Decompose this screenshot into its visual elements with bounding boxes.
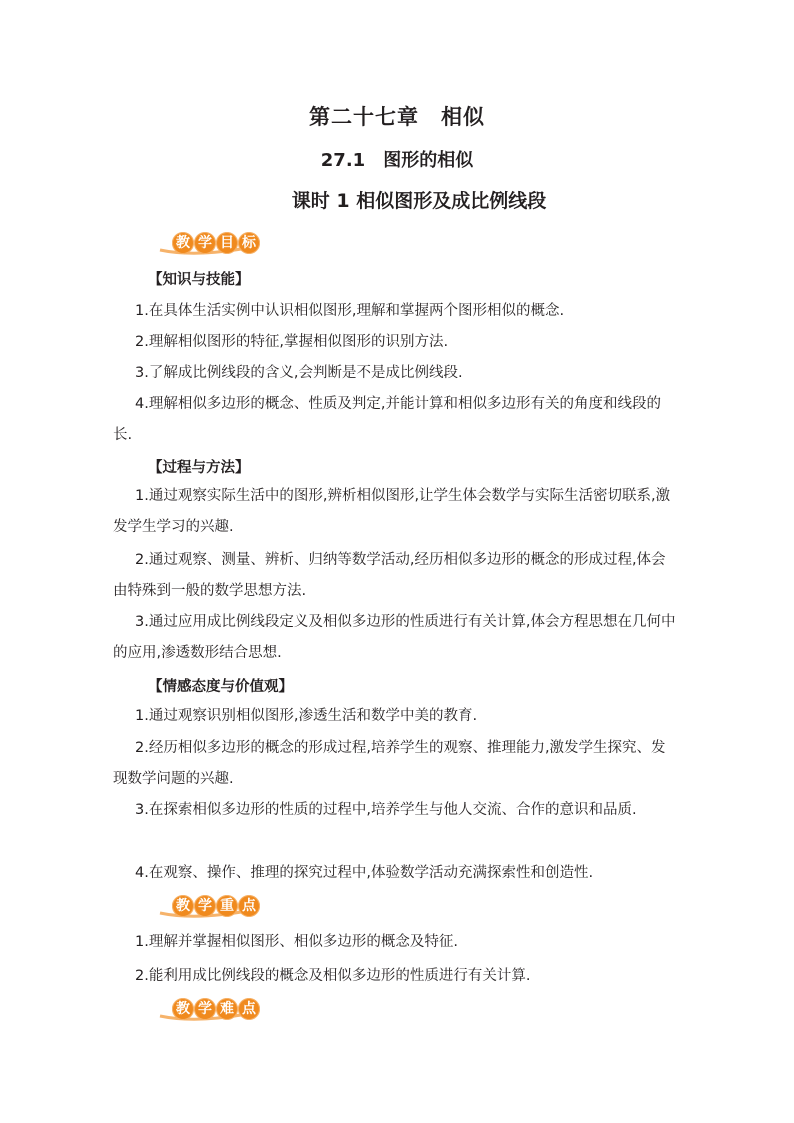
list-item: 1.在具体生活实例中认识相似图形,理解和掌握两个图形相似的概念.	[135, 303, 565, 319]
attitude-heading: 【情感态度与价值观】	[148, 679, 293, 695]
badge-char: 教	[172, 895, 194, 917]
list-item: 3.了解成比例线段的含义,会判断是不是成比例线段.	[135, 365, 463, 381]
badge-char: 重	[216, 895, 238, 917]
lesson-title: 课时 1 相似图形及成比例线段	[291, 190, 547, 212]
list-item: 2.经历相似多边形的概念的形成过程,培养学生的观察、推理能力,激发学生探究、发现数学问题的兴趣.	[113, 740, 666, 787]
badge-char: 点	[238, 998, 260, 1020]
badge-char: 学	[194, 895, 216, 917]
badge-char: 难	[216, 998, 238, 1020]
list-item: 4.理解相似多边形的概念、性质及判定,并能计算和相似多边形有关的角度和线段的长.	[113, 396, 661, 443]
list-item: 1.理解并掌握相似图形、相似多边形的概念及特征.	[135, 934, 458, 950]
key-points-badge	[158, 895, 258, 919]
list-item: 2.能利用成比例线段的概念及相似多边形的性质进行有关计算.	[135, 968, 531, 984]
list-item: 2.通过观察、测量、辨析、归纳等数学活动,经历相似多边形的概念的形成过程,体会由特殊到一般的数学思想方法.	[113, 552, 666, 599]
badge-char: 点	[238, 895, 260, 917]
badge-char: 学	[194, 998, 216, 1020]
list-item: 3.通过应用成比例线段定义及相似多边形的性质进行有关计算,体会方程思想在几何中的应用,渗透数形结合思想.	[113, 614, 676, 661]
badge-char: 标	[238, 232, 260, 254]
list-item: 3.在探索相似多边形的性质的过程中,培养学生与他人交流、合作的意识和品质.	[135, 802, 637, 818]
process-heading: 【过程与方法】	[148, 460, 250, 476]
difficulties-badge	[158, 998, 258, 1022]
objectives-badge	[158, 232, 258, 256]
knowledge-heading: 【知识与技能】	[148, 272, 250, 288]
list-item: 2.理解相似图形的特征,掌握相似图形的识别方法.	[135, 334, 449, 350]
badge-char: 教	[172, 232, 194, 254]
chapter-title: 第二十七章 相似	[309, 105, 485, 129]
badge-char: 学	[194, 232, 216, 254]
list-item: 1.通过观察识别相似图形,渗透生活和数学中美的教育.	[135, 708, 478, 724]
section-title: 27.1 图形的相似	[320, 150, 474, 171]
list-item: 1.通过观察实际生活中的图形,辨析相似图形,让学生体会数学与实际生活密切联系,激发学生学习的兴趣.	[113, 488, 671, 535]
badge-char: 教	[172, 998, 194, 1020]
badge-char: 目	[216, 232, 238, 254]
list-item: 4.在观察、操作、推理的探究过程中,体验数学活动充满探索性和创造性.	[135, 865, 594, 881]
